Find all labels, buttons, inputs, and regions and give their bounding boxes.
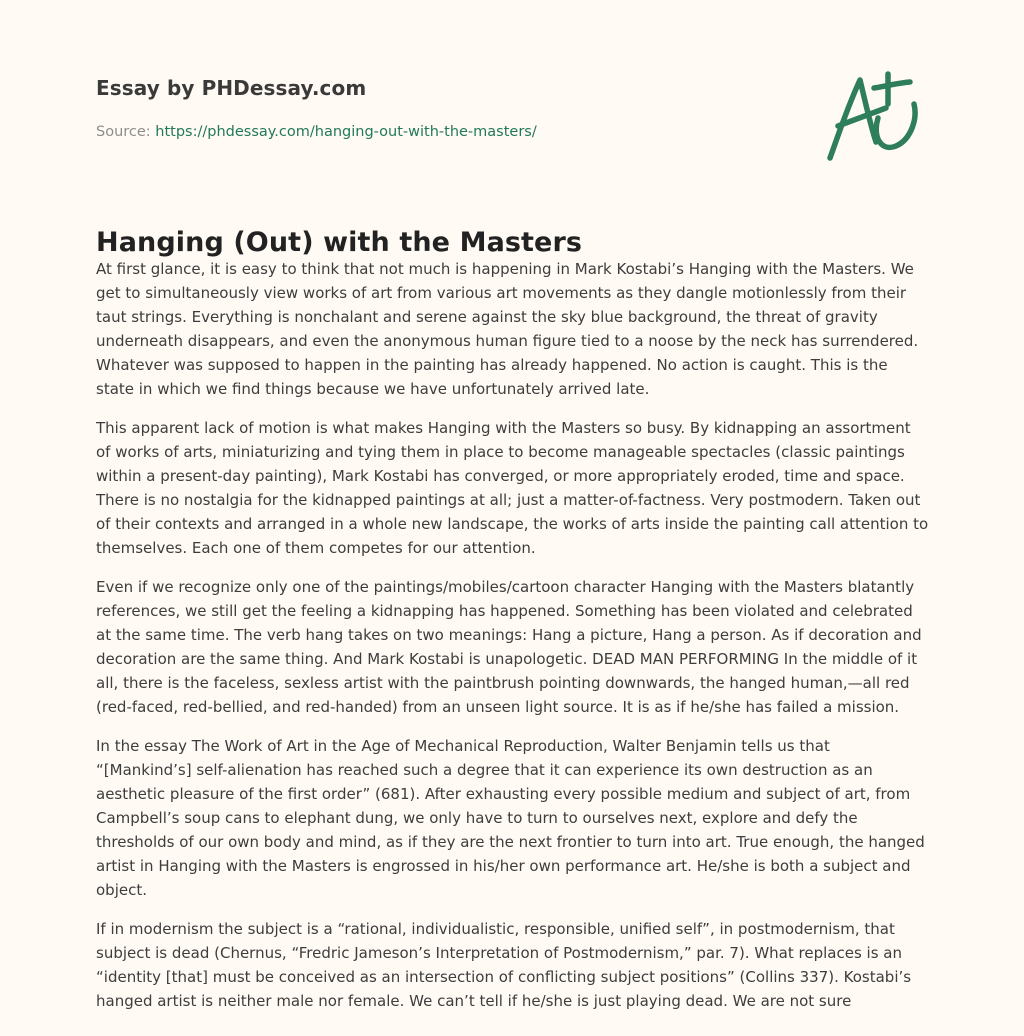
source-label: Source: bbox=[96, 124, 151, 140]
essay-paragraph: In the essay The Work of Art in the Age of Mechanical Reproduction, Walter Benjamin tells us that “[Mankind’s] self-alienation has reached such a degree that it can experience its own destruction as an aesthetic pleasure of the first order” (681). After exhausting every possible medium and subject of art, from Campbell’s soup cans to elephant dung, we only have to turn to ourselves next, explore and defy the thresholds of our own body and mind, as if they are the next frontier to turn into art. True enough, the hanged artist in Hanging with the Masters is engrossed in his/her own performance art. He/she is both a subject and object. bbox=[96, 737, 925, 899]
source-link[interactable]: https://phdessay.com/hanging-out-with-the-masters/ bbox=[155, 124, 537, 140]
essay-paragraph: Even if we recognize only one of the paintings/mobiles/cartoon character Hanging with the Masters blatantly references, we still get the feeling a kidnapping has happened. Something has been violated and celebrated at the same time. The verb hang takes on two meanings: Hang a picture, Hang a person. As if decoration and decoration are the same thing. And Mark Kostabi is unapologetic. DEAD MAN PERFORMING In the middle of it all, there is the faceless, sexless artist with the paintbrush pointing downwards, the hanged human,—all red (red-faced, red-bellied, and red-handed) from an unseen light source. It is as if he/she has failed a mission. bbox=[96, 578, 922, 716]
essay-paragraph: At first glance, it is easy to think that not much is happening in Mark Kostabi’s Hanging with the Masters. We get to simultaneously view works of art from various art movements as they dangle motionlessly from their taut strings. Everything is nonchalant and serene against the sky blue background, the threat of gravity underneath disappears, and even the anonymous human figure tied to a noose by the neck has surrendered. Whatever was supposed to happen in the painting has already happened. No action is caught. This is the state in which we find things because we have unfortunately arrived late. bbox=[96, 260, 919, 398]
essay-paragraph: This apparent lack of motion is what makes Hanging with the Masters so busy. By kidnapping an assortment of works of arts, miniaturizing and tying them in place to become manageable spectacles (classic paintings within a present-day painting), Mark Kostabi has converged, or more appropriately eroded, time and space. There is no nostalgia for the kidnapped paintings at all; just a matter-of-factness. Very postmodern. Taken out of their contexts and arranged in a whole new landscape, the works of arts inside the painting call attention to themselves. Each one of them competes for our attention. bbox=[96, 419, 929, 557]
essay-body bbox=[96, 257, 929, 1028]
essay-title: Hanging (Out) with the Masters bbox=[96, 227, 583, 258]
source-line bbox=[96, 124, 537, 140]
site-title: Essay by PHDessay.com bbox=[96, 76, 367, 100]
a-plus-logo-icon bbox=[820, 66, 930, 166]
essay-paragraph: If in modernism the subject is a “rational, individualistic, responsible, unified self”, in postmodernism, that subject is dead (Chernus, “Fredric Jameson’s Interpretation of Postmodernism,” par. 7). What replaces is an “identity [that] must be conceived as an intersection of conflicting subject positions” (Collins 337). Kostabi’s hanged artist is neither male nor female. We can’t tell if he/she is just playing dead. We are not sure bbox=[96, 920, 912, 1010]
